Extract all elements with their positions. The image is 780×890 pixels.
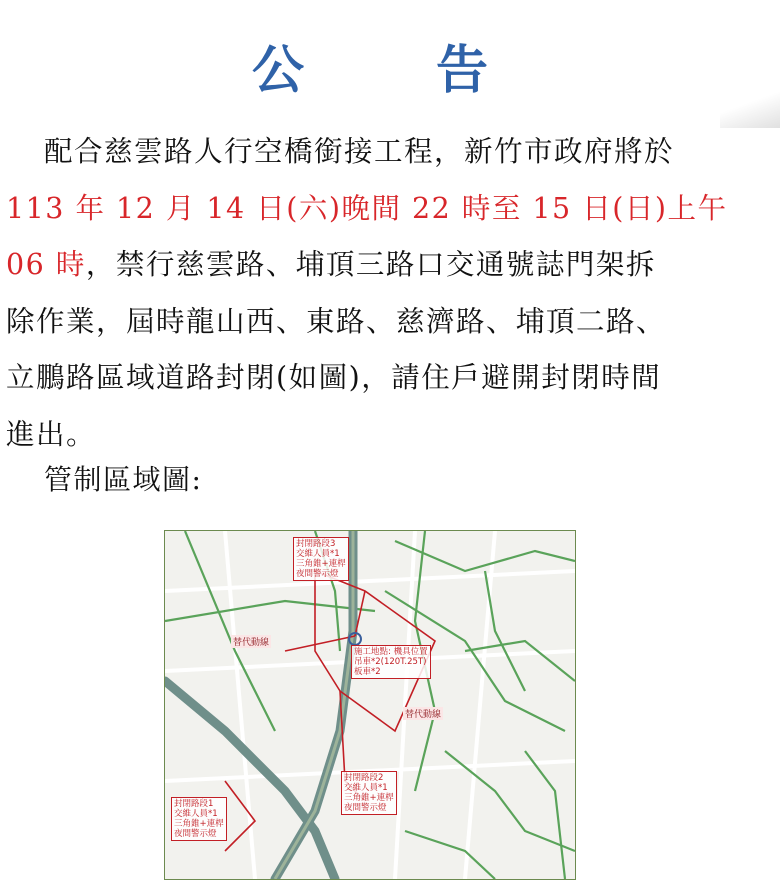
- closure-section-2: 封閉路段2 交維人員*1 三角錐+連桿 夜間警示燈: [341, 771, 397, 815]
- notice-line-5: 立鵬路區域道路封閉(如圖)，請住戶避開封閉時間: [6, 361, 662, 394]
- notice-line-3-rest: ，禁行慈雲路、埔頂三路口交通號誌門架拆: [85, 248, 656, 281]
- notice-title: 公 告: [251, 41, 528, 101]
- notice-line-3: [6, 237, 771, 294]
- end-time: 06 時: [6, 248, 86, 281]
- closure-section-3: 封閉路段3 交維人員*1 三角錐+連桿 夜間警示燈: [293, 537, 349, 581]
- work-site-label: 施工地點: 機具位置 吊車*2(120T.25T) 板車*2: [351, 645, 431, 679]
- closure-section-1: 封閉路段1 交維人員*1 三角錐+連桿 夜間警示燈: [171, 797, 227, 841]
- notice-line-6: 進出。: [6, 417, 97, 451]
- map-caption: 管制區域圖:: [44, 463, 203, 496]
- control-area-map: [164, 530, 576, 880]
- alt-route-label-2: 替代動線: [403, 707, 443, 720]
- notice-line-4: 除作業，屆時龍山西、東路、慈濟路、埔頂二路、: [6, 304, 667, 338]
- notice-line-1: 配合慈雲路人行空橋銜接工程，新竹市政府將於: [44, 135, 675, 168]
- notice-line-2-date: 113 年 12 月 14 日(六)晚間 22 時至 15 日(日)上午: [6, 191, 728, 225]
- alt-route-label-1: 替代動線: [231, 635, 271, 648]
- notice-body: [6, 124, 771, 463]
